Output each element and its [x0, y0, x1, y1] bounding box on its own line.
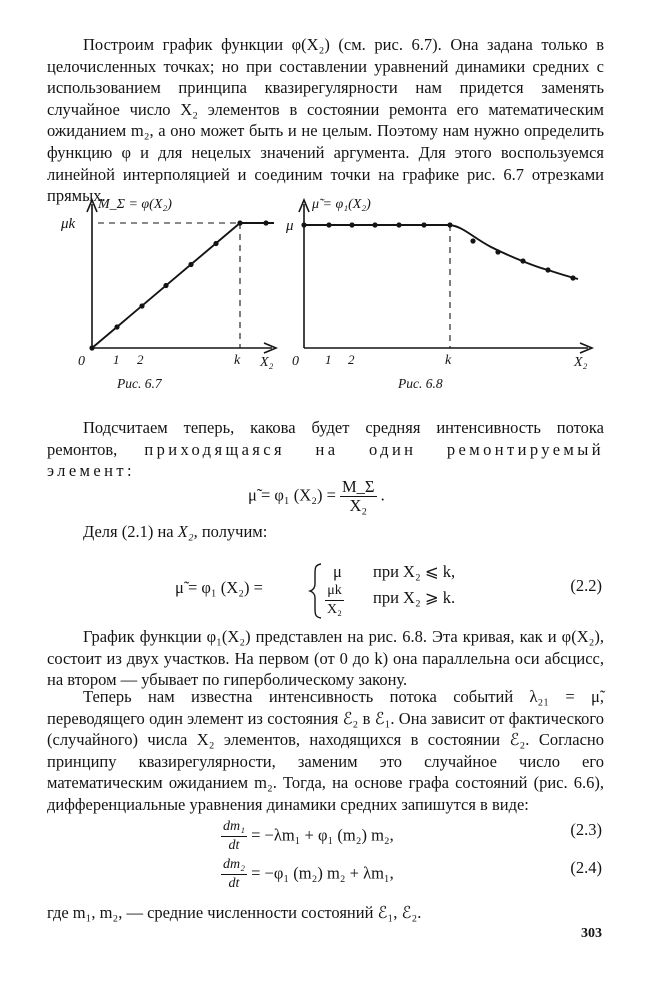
- paragraph-quasiregularity-text: Теперь нам известна интенсивность потока событий λ₂₁ = μ̃, переводящего один элемент из состояния ℰ₂ в ℰ₁. Она зависит от фактического (случайного) числа X₂ элементов, находящихся в состоянии ℰ₂. Согласно принципу квазирегулярности, заменим это случайное число его математическим ожиданием m₂. Тогда, на основе графа состояний (рис. 6.6), дифференциальные уравнения динамики средних запишутся в виде:: [47, 687, 604, 814]
- fig67-x-tick-x2: X₂: [260, 355, 274, 370]
- fig68-x-tick-1: 1: [325, 352, 332, 367]
- fig68-x-tick-x2: X₂: [574, 355, 588, 370]
- figure-6-7: [58, 190, 290, 376]
- paragraph-dividing: [47, 521, 604, 543]
- equation-2-2-number: (2.2): [570, 576, 602, 595]
- equation-mu: μ̃ = φ₁ (X₂) = $\frac{M\_\Sigma}{\text{X₂}}$ .: [248, 477, 385, 515]
- page-number: 303: [581, 926, 602, 941]
- equation-2-4-number: (2.4): [570, 858, 602, 877]
- phi-points: [89, 220, 268, 350]
- fig68-x-tick-0: 0: [292, 354, 299, 369]
- paragraph-dividing-var: X₂,: [177, 522, 198, 541]
- figure-6-8: [286, 190, 602, 376]
- equation-2-2-case2-fraction: [325, 582, 344, 619]
- equation-2-2-brace: [307, 562, 325, 620]
- paragraph-quasiregularity: [47, 686, 604, 816]
- equation-2-3-fraction: [221, 818, 247, 855]
- figure-6-7-caption: Рис. 6.7: [117, 376, 162, 391]
- equation-2-4-rhs: = −φ₁ (m₂) m₂ + λm₁,: [251, 863, 394, 883]
- equation-mu-denominator: X₂: [349, 496, 368, 515]
- paragraph-where: [47, 902, 604, 924]
- equation-2-2-case1-cond: при X₂ ⩽ k,: [373, 562, 456, 581]
- paragraph-intro: [47, 34, 604, 207]
- equation-2-3-rhs: = −λm₁ + φ₁ (m₂) m₂,: [251, 825, 394, 845]
- equation-mu-numerator: M_Σ: [342, 477, 375, 496]
- paragraph-graph-phi1-text: График функции φ₁(X₂) представлен на рис. 6.8. Эта кривая, как и φ(X₂), состоит из двух участков. На первом (от 0 до k) она параллельна оси абсцисс, на втором — убывает по гиперболическому закону.: [47, 627, 604, 690]
- paragraph-mean-intensity-end: :: [126, 461, 132, 481]
- equation-2-2-lhs: μ̃ = φ₁ (X₂) =: [175, 578, 263, 597]
- equation-2-3-number: (2.3): [570, 820, 602, 839]
- phi1-points: [301, 222, 575, 280]
- figure-6-8-caption: Рис. 6.8: [398, 376, 443, 391]
- equation-2-4-fraction: [221, 856, 247, 893]
- paragraph-where-text: где m₁, m₂, — средние численности состояний ℰ₁, ℰ₂.: [47, 903, 422, 922]
- fig67-y-tick: μk: [61, 216, 76, 232]
- paragraph-dividing-start: Деля (2.1) на: [83, 522, 174, 541]
- equation-2-4-den: dt: [228, 876, 240, 891]
- paragraph-mean-intensity: [47, 417, 604, 482]
- equation-mu-fraction: [340, 478, 377, 515]
- phi-curve: [92, 223, 274, 348]
- paragraph-mean-intensity-spaced: приходящаяся на один ремонтируемый элемент: [47, 439, 604, 481]
- equation-2-4-num: dm₂: [221, 856, 247, 875]
- phi1-curve: [304, 225, 578, 279]
- fig68-x-tick-2: 2: [348, 352, 355, 367]
- fig67-x-tick-k: k: [234, 353, 241, 368]
- paragraph-intro-text: Построим график функции φ(X₂) (см. рис. 6.7). Она задана только в целочисленных точках; но при составлении уравнений динамики средних с использованием принципа квазирегулярности нам придется заменять случайное число X₂ элементов в состоянии ремонта его математическим ожиданием m₂, а оно может быть и не целым. Поэтому нам нужно определить функцию φ и для нецелых значений аргумента. Для этого воспользуемся линейной интерполяцией и соединим точки на графике рис. 6.7 отрезками прямых.: [47, 35, 604, 206]
- fig68-x-tick-k: k: [445, 353, 452, 368]
- paragraph-dividing-end: получим:: [201, 522, 268, 541]
- fig68-y-label: μ̃ = φ₁(X₂): [312, 197, 371, 212]
- paragraph-mean-intensity-text: Подсчитаем теперь, какова будет средняя интенсивность потока ремонтов,: [47, 418, 604, 459]
- equation-2-2-case2-cond: при X₂ ⩾ k.: [373, 588, 456, 607]
- equation-2-2-case2-den: X₂: [327, 602, 342, 617]
- fig68-y-tick: μ: [286, 218, 294, 234]
- paragraph-graph-phi1: [47, 626, 604, 691]
- equation-2-2-case1-expr: μ: [333, 562, 342, 581]
- equation-2-4: [221, 856, 394, 893]
- equation-2-2-case2-num: μk: [325, 582, 344, 601]
- fig67-x-tick-1: 1: [113, 352, 120, 367]
- fig67-y-label: M_Σ = φ(X₂): [98, 197, 172, 212]
- fig67-x-tick-2: 2: [137, 352, 144, 367]
- equation-2-3: [221, 818, 394, 855]
- equation-2-3-den: dt: [228, 838, 240, 853]
- equation-mu-lhs: μ̃ = φ₁ (X₂) =: [248, 485, 336, 505]
- equation-2-3-num: dm₁: [221, 818, 247, 837]
- fig67-x-tick-0: 0: [78, 354, 85, 369]
